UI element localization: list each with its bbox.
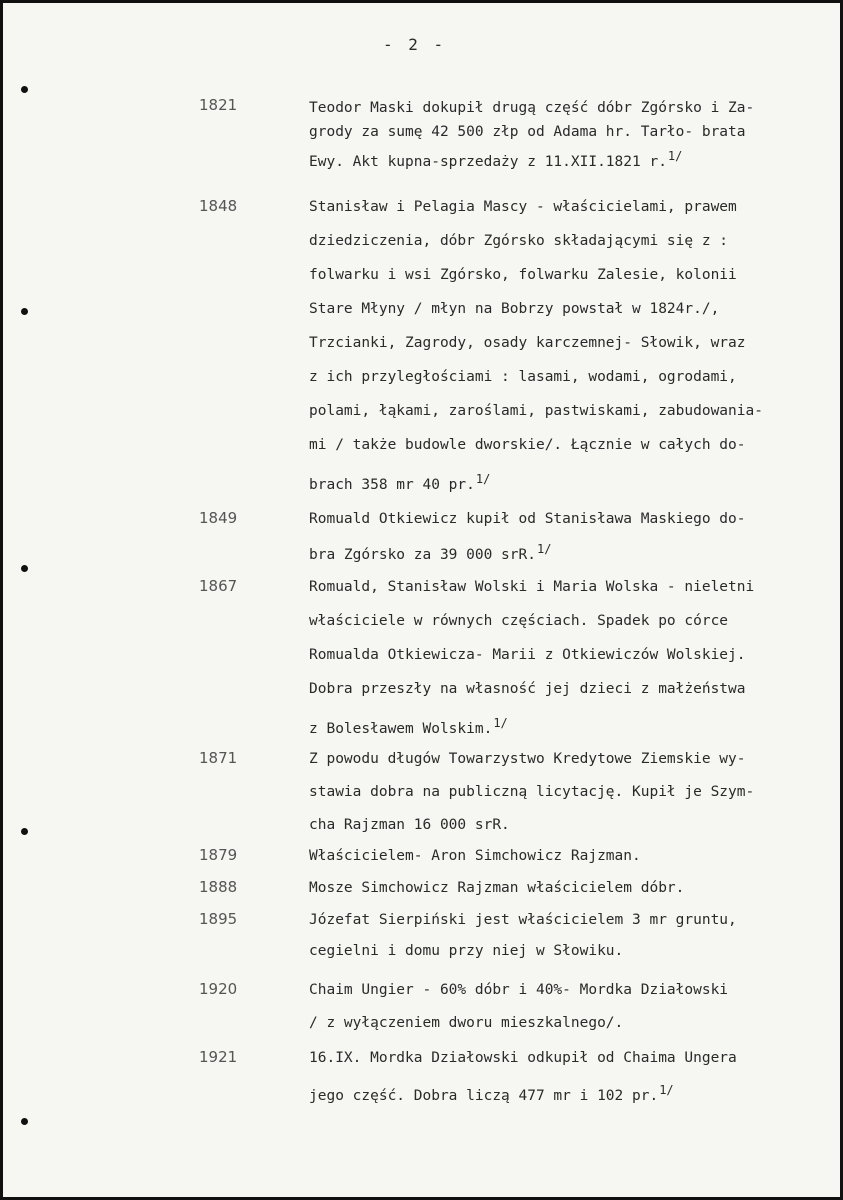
entry-year: 1848 bbox=[199, 197, 238, 215]
entry-text-line: Chaim Ungier - 60% dóbr i 40%- Mordka Działowski bbox=[309, 982, 729, 998]
entry-text-line: Mosze Simchowicz Rajzman właścicielem dóbr. bbox=[309, 880, 685, 896]
entry-text-line: Romuald Otkiewicz kupił od Stanisława Maskiego do- bbox=[309, 511, 746, 527]
entry-text-line: Romuald, Stanisław Wolski i Maria Wolska - nieletni bbox=[309, 579, 755, 595]
entry-year: 1821 bbox=[199, 96, 238, 114]
entry-text-line: Stare Młyny / młyn na Bobrzy powstał w 1824r./, bbox=[309, 301, 720, 317]
entry-year: 1920 bbox=[199, 980, 238, 998]
entry-year: 1921 bbox=[199, 1048, 238, 1066]
entry-text-line: Romualda Otkiewicza- Marii z Otkiewiczów Wolskiej. bbox=[309, 647, 746, 663]
footnote-marker: 1/ bbox=[475, 472, 491, 486]
punch-hole-mark bbox=[21, 86, 28, 93]
entry-text-line: Stanisław i Pelagia Mascy - właścicielami, prawem bbox=[309, 199, 737, 215]
entry-text-line: brach 358 mr 40 pr. bbox=[309, 477, 475, 493]
entry-text-line: właściciele w równych częściach. Spadek po córce bbox=[309, 613, 729, 629]
entry-year: 1879 bbox=[199, 846, 238, 864]
entry-text-line: Ewy. Akt kupna-sprzedaży z 11.XII.1821 r. bbox=[309, 154, 667, 170]
entry-year: 1867 bbox=[199, 577, 238, 595]
entry-year: 1849 bbox=[199, 509, 238, 527]
entry-text-line: Trzcianki, Zagrody, osady karczemnej- Słowik, wraz bbox=[309, 335, 746, 351]
footnote-marker: 1/ bbox=[667, 149, 683, 163]
footnote-marker: 1/ bbox=[659, 1083, 674, 1097]
punch-hole-mark bbox=[21, 308, 28, 315]
entry-text-line: bra Zgórsko za 39 000 srR. bbox=[309, 547, 536, 563]
punch-hole-mark bbox=[21, 828, 28, 835]
entry-year: 1895 bbox=[199, 910, 238, 928]
entry-text-line: polami, łąkami, zaroślami, pastwiskami, zabudowania- bbox=[309, 403, 763, 419]
footnote-marker: 1/ bbox=[493, 716, 508, 730]
entry-text-line: / z wyłączeniem dworu mieszkalnego/. bbox=[309, 1015, 624, 1031]
entry-text-line: jego część. Dobra liczą 477 mr i 102 pr. bbox=[309, 1088, 659, 1104]
punch-hole-mark bbox=[21, 565, 28, 572]
entry-text-line: Z powodu długów Towarzystwo Kredytowe Ziemskie wy- bbox=[309, 751, 746, 767]
entry-text-line: dziedziczenia, dóbr Zgórsko składającymi się z : bbox=[309, 233, 729, 249]
page-number: - 2 - bbox=[383, 35, 447, 54]
entry-year: 1871 bbox=[199, 749, 238, 767]
entry-text-line: stawia dobra na publiczną licytację. Kupił je Szym- bbox=[309, 784, 755, 800]
entry-text-line: z Bolesławem Wolskim. bbox=[309, 721, 493, 737]
entry-text-line: cha Rajzman 16 000 srR. bbox=[309, 817, 510, 833]
entry-text-line: cegielni i domu przy niej w Słowiku. bbox=[309, 943, 624, 959]
entry-text-line: Dobra przeszły na własność jej dzieci z małżeństwa bbox=[309, 681, 746, 697]
entry-text-line: 16.IX. Mordka Działowski odkupił od Chaima Ungera bbox=[309, 1050, 737, 1066]
footnote-marker: 1/ bbox=[536, 542, 552, 556]
entry-text-line: Józefat Sierpiński jest właścicielem 3 mr gruntu, bbox=[309, 912, 737, 928]
entry-text-line: folwarku i wsi Zgórsko, folwarku Zalesie, kolonii bbox=[309, 267, 737, 283]
entry-text-line: Właścicielem- Aron Simchowicz Rajzman. bbox=[309, 848, 641, 864]
punch-hole-mark bbox=[21, 1118, 28, 1125]
entry-text-line: grody za sumę 42 500 złp od Adama hr. Tarło- brata bbox=[309, 124, 746, 140]
entry-text-line: Teodor Maski dokupił drugą część dóbr Zgórsko i Za- bbox=[309, 100, 755, 116]
entry-text-line: z ich przyległościami : lasami, wodami, ogrodami, bbox=[309, 369, 737, 385]
entry-text-line: mi / także budowle dworskie/. Łącznie w całych do- bbox=[309, 437, 746, 453]
entry-year: 1888 bbox=[199, 878, 238, 896]
